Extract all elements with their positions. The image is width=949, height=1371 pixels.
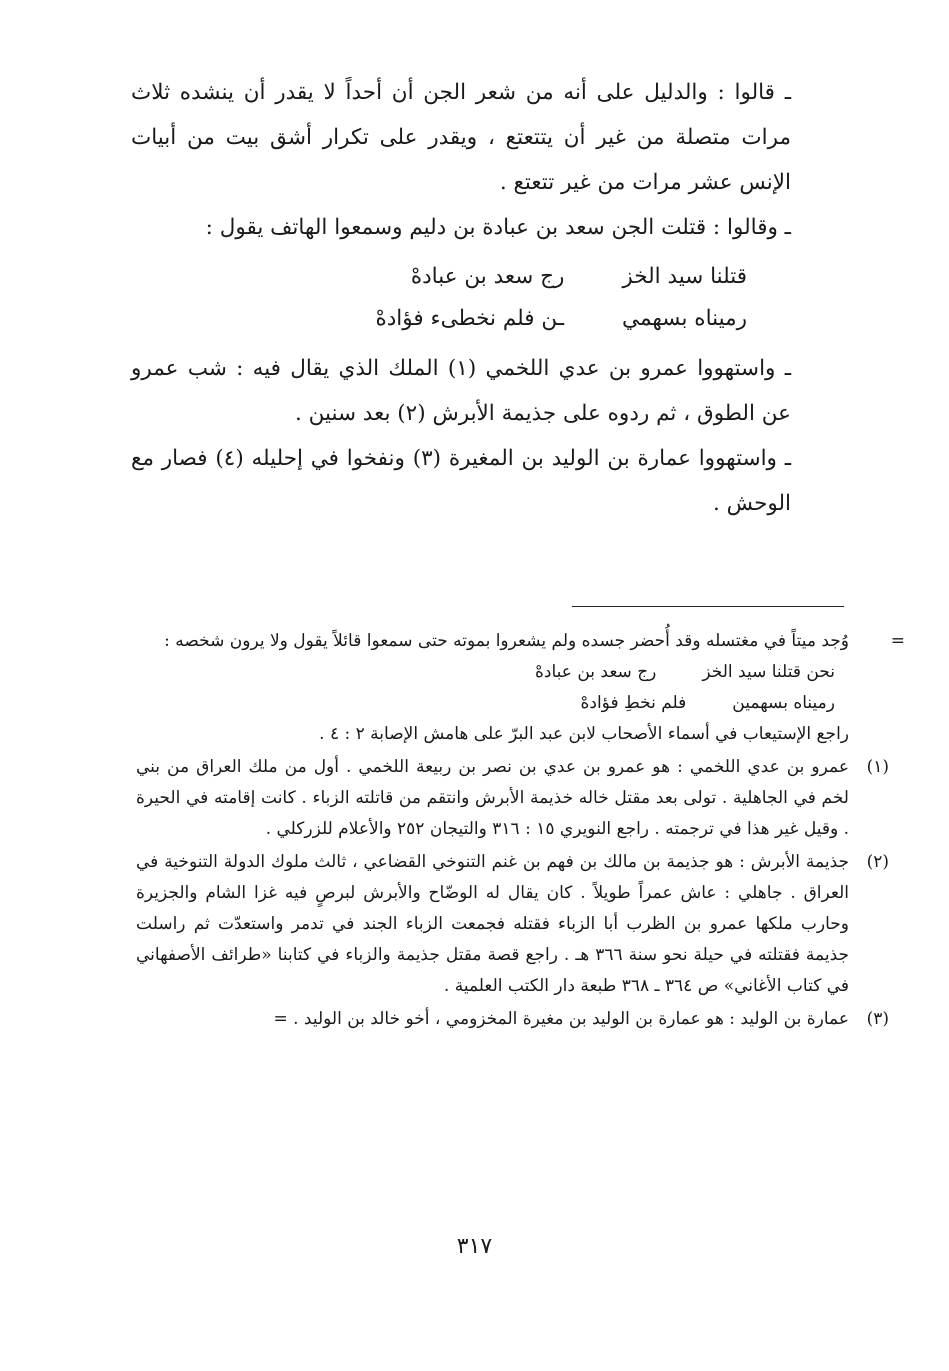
poem-hemistich: رج سعد بن عبادهْ [535, 662, 657, 682]
footnote-poem [136, 657, 849, 719]
main-paragraph: ـ وقالوا : قتلت الجن سعد بن عبادة بن دليم وسمعوا الهاتف يقول : [205, 215, 791, 240]
poem-verse [131, 256, 747, 298]
poem-verse [136, 688, 835, 719]
footnote-marker: (٣) [866, 1009, 889, 1029]
main-text [131, 70, 791, 526]
poem-hemistich: رج سعد بن عبادهْ [410, 264, 565, 289]
footnote-marker: (١) [866, 757, 889, 777]
continuation-mark: = [890, 631, 905, 651]
poem-hemistich: نحن قتلنا سيد الخز [702, 662, 835, 682]
poem-hemistich: فلم نخطِ فؤادهْ [580, 693, 687, 713]
footnote-reference: راجع الإستيعاب في أسماء الأصحاب لابن عبد البرّ على هامش الإصابة ٢ : ٤ . [319, 724, 849, 744]
poem-hemistich: رميناه بسهمي [622, 306, 747, 331]
poem-hemistich: رميناه بسهمين [732, 693, 835, 713]
poem [131, 256, 791, 340]
footnote [136, 847, 889, 1002]
poem-hemistich: قتلنا سيد الخز [622, 264, 747, 289]
footnote-marker: (٢) [866, 852, 889, 872]
main-paragraph: ـ واستهووا عمارة بن الوليد بن المغيرة (٣) ونفخوا في إحليله (٤) فصار مع الوحش . [131, 446, 792, 516]
page-number: ٣١٧ [456, 1234, 493, 1259]
footnote-separator [572, 606, 844, 607]
footnote-text: عمرو بن عدي اللخمي : هو عمرو بن عدي بن نصر بن ربيعة اللخمي . أول من ملك العراق من بني لخم في الجاهلية . تولى بعد مقتل خاله خذيمة الأبرش وانتقم من قاتلته الزباء . كانت إقامته في الحيرة . وقيل غير هذا في ترجمته . راجع النويري ١٥ : ٣١٦ والتيجان ٢٥٢ والأعلام للزركلي . [136, 757, 849, 839]
footnote-text: وُجد ميتاً في مغتسله وقد أُحضر جسده ولم يشعروا بموته حتى سمعوا قائلاً يقول ولا يرون شخصه : [164, 631, 849, 651]
footnote [136, 752, 889, 845]
footnote-text: عمارة بن الوليد : هو عمارة بن الوليد بن مغيرة المخزومي ، أخو خالد بن الوليد . = [273, 1009, 849, 1029]
poem-hemistich: ـن فلم نخطىء فؤادهْ [375, 306, 565, 331]
poem-verse [136, 657, 835, 688]
poem-verse [131, 298, 747, 340]
footnotes [136, 626, 905, 1037]
main-paragraph: ـ واستهووا عمرو بن عدي اللخمي (١) الملك الذي يقال فيه : شب عمرو عن الطوق ، ثم ردوه على جذيمة الأبرش (٢) بعد سنين . [131, 356, 791, 426]
footnote [136, 1004, 889, 1035]
main-paragraph: ـ قالوا : والدليل على أنه من شعر الجن أن أحداً لا يقدر أن ينشده ثلاث مرات متصلة من غير أن يتتعتع ، ويقدر على تكرار أشق بيت من أبيات الإنس عشر مرات من غير تتعتع . [131, 80, 791, 195]
footnote-continuation [136, 626, 905, 750]
footnote-text: جذيمة الأبرش : هو جذيمة بن مالك بن فهم بن غنم التنوخي القضاعي ، ثالث ملوك الدولة التنوخية في العراق . جاهلي : عاش عمراً طويلاً . كان يقال له الوضّاح والأبرش لبرصٍ فيه غزا الشام والجزيرة وحارب ملكها عمرو بن الظرب أبا الزباء فقتله فجمعت الزباء الجند في تدمر واستعدّت ثم راسلت جذيمة فقتلته في حيلة نحو سنة ٣٦٦ هـ . راجع قصة مقتل جذيمة والزباء في كتابنا «طرائف الأصفهاني في كتاب الأغاني» ص ٣٦٤ ـ ٣٦٨ طبعة دار الكتب العلمية . [136, 852, 849, 996]
